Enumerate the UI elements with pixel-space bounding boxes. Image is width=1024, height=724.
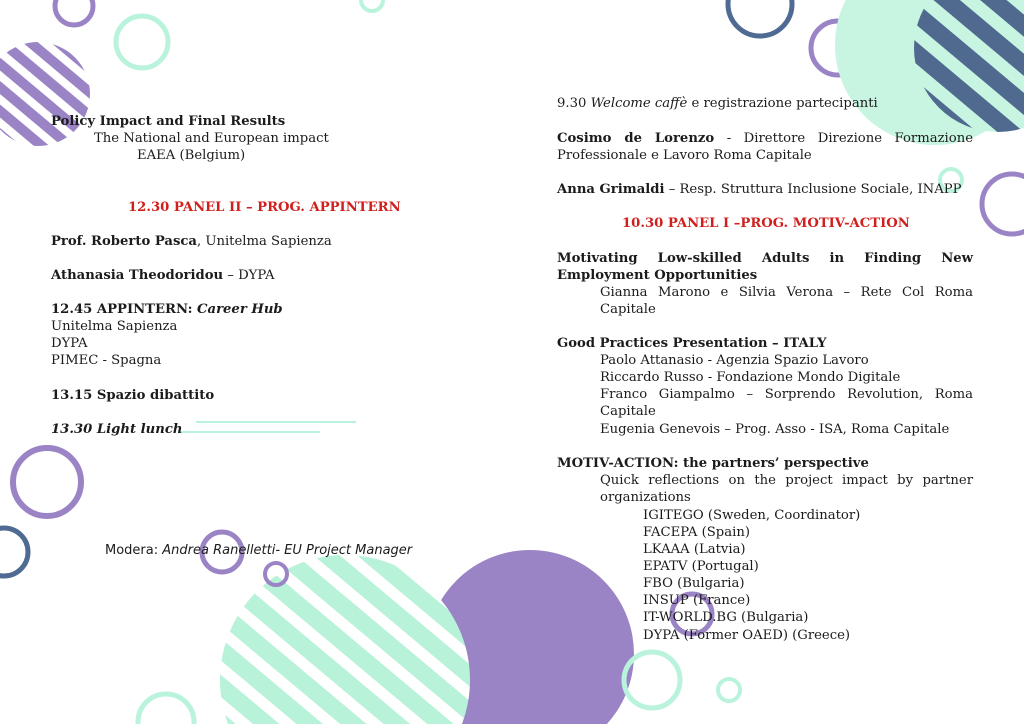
career-title: Career Hub <box>197 302 283 317</box>
speaker-org: – DYPA <box>223 268 275 283</box>
partner-organization: INSUP (France) <box>643 593 751 608</box>
partners-perspective-title: MOTIV-ACTION: the partners’ perspective <box>557 456 869 471</box>
partner-organization: DYPA (Former OAED) (Greece) <box>643 628 851 643</box>
panel-2-title: 12.30 PANEL II – PROG. APPINTERN <box>128 200 401 215</box>
speaker-row <box>51 233 332 250</box>
partner-item: PIMEC - Spagna <box>51 353 162 368</box>
policy-line-1: The National and European impact <box>94 131 329 146</box>
speaker-row <box>51 267 275 284</box>
moderator-name: Andrea Ranelletti- EU Project Manager <box>162 543 413 558</box>
gp-speaker-continued: Capitale <box>600 404 656 419</box>
ring-decoration <box>624 652 680 708</box>
gp-speaker: Franco Giampalmo – Sorprendo Revolution, Roma <box>600 387 973 402</box>
striped-circle-decoration <box>220 555 470 724</box>
ring-decoration <box>982 174 1024 234</box>
speaker-org: , Unitelma Sapienza <box>196 234 332 249</box>
ring-decoration <box>13 448 81 516</box>
career-hub-heading <box>51 301 283 318</box>
ring-decoration <box>138 694 194 724</box>
speaker-name: Prof. Roberto Pasca <box>51 234 197 249</box>
gp-speaker: Paolo Attanasio - Agenzia Spazio Lavoro <box>600 353 869 368</box>
speaker-role: – Resp. Struttura Inclusione Sociale, INAPP <box>664 182 962 197</box>
welcome-italic: Welcome caffè <box>590 96 688 111</box>
policy-title: Policy Impact and Final Results <box>51 114 286 129</box>
welcome-item <box>557 95 878 112</box>
partner-organization: IT-WORLD.BG (Bulgaria) <box>643 610 809 625</box>
welcome-rest: e registrazione partecipanti <box>687 96 878 111</box>
moderator-label: Modera: <box>105 543 163 558</box>
partner-organization: IGITEGO (Sweden, Coordinator) <box>643 508 861 523</box>
speaker-role-continued: Professionale e Lavoro Roma Capitale <box>557 148 812 163</box>
speaker-name: Athanasia Theodoridou <box>51 268 224 283</box>
ring-decoration <box>116 16 168 68</box>
ring-decoration <box>718 679 740 701</box>
lunch-item: 13.30 Light lunch <box>51 422 183 437</box>
debate-item: 13.15 Spazio dibattito <box>51 388 215 403</box>
speaker-row <box>557 130 973 147</box>
career-time: 12.45 APPINTERN: <box>51 302 198 317</box>
ring-decoration <box>0 528 28 576</box>
speaker-name: Cosimo de Lorenzo <box>557 131 715 146</box>
panel-1-title: 10.30 PANEL I –PROG. MOTIV-ACTION <box>622 216 910 231</box>
partner-organization: EPATV (Portugal) <box>643 559 759 574</box>
speaker-role: - Direttore Direzione Formazione <box>714 131 973 146</box>
partner-organization: FACEPA (Spain) <box>643 525 750 540</box>
welcome-time: 9.30 <box>557 96 591 111</box>
session-speakers-continued: Capitale <box>600 302 656 317</box>
gp-speaker: Riccardo Russo - Fondazione Mondo Digitale <box>600 370 901 385</box>
policy-line-2: EAEA (Belgium) <box>137 148 246 163</box>
partner-item: DYPA <box>51 336 88 351</box>
partners-intro: Quick reflections on the project impact by partner <box>600 473 973 488</box>
gp-speaker: Eugenia Genevois – Prog. Asso - ISA, Roma Capitale <box>600 422 950 437</box>
speaker-row <box>557 181 961 198</box>
session-speakers: Gianna Marono e Silvia Verona – Rete Col Roma <box>600 285 973 300</box>
moderator-line <box>105 542 412 559</box>
partner-organization: LKAAA (Latvia) <box>643 542 746 557</box>
ring-decoration <box>55 0 93 25</box>
ring-decoration <box>361 0 383 11</box>
session-title: Motivating Low-skilled Adults in Finding New <box>557 251 973 266</box>
striped-circle-decoration <box>0 42 90 146</box>
ring-decoration <box>728 0 792 36</box>
session-title-continued: Employment Opportunities <box>557 268 758 283</box>
speaker-name: Anna Grimaldi <box>557 182 665 197</box>
partners-intro-continued: organizations <box>600 490 691 505</box>
partner-organization: FBO (Bulgaria) <box>643 576 745 591</box>
partner-item: Unitelma Sapienza <box>51 319 178 334</box>
good-practices-title: Good Practices Presentation – ITALY <box>557 336 827 351</box>
